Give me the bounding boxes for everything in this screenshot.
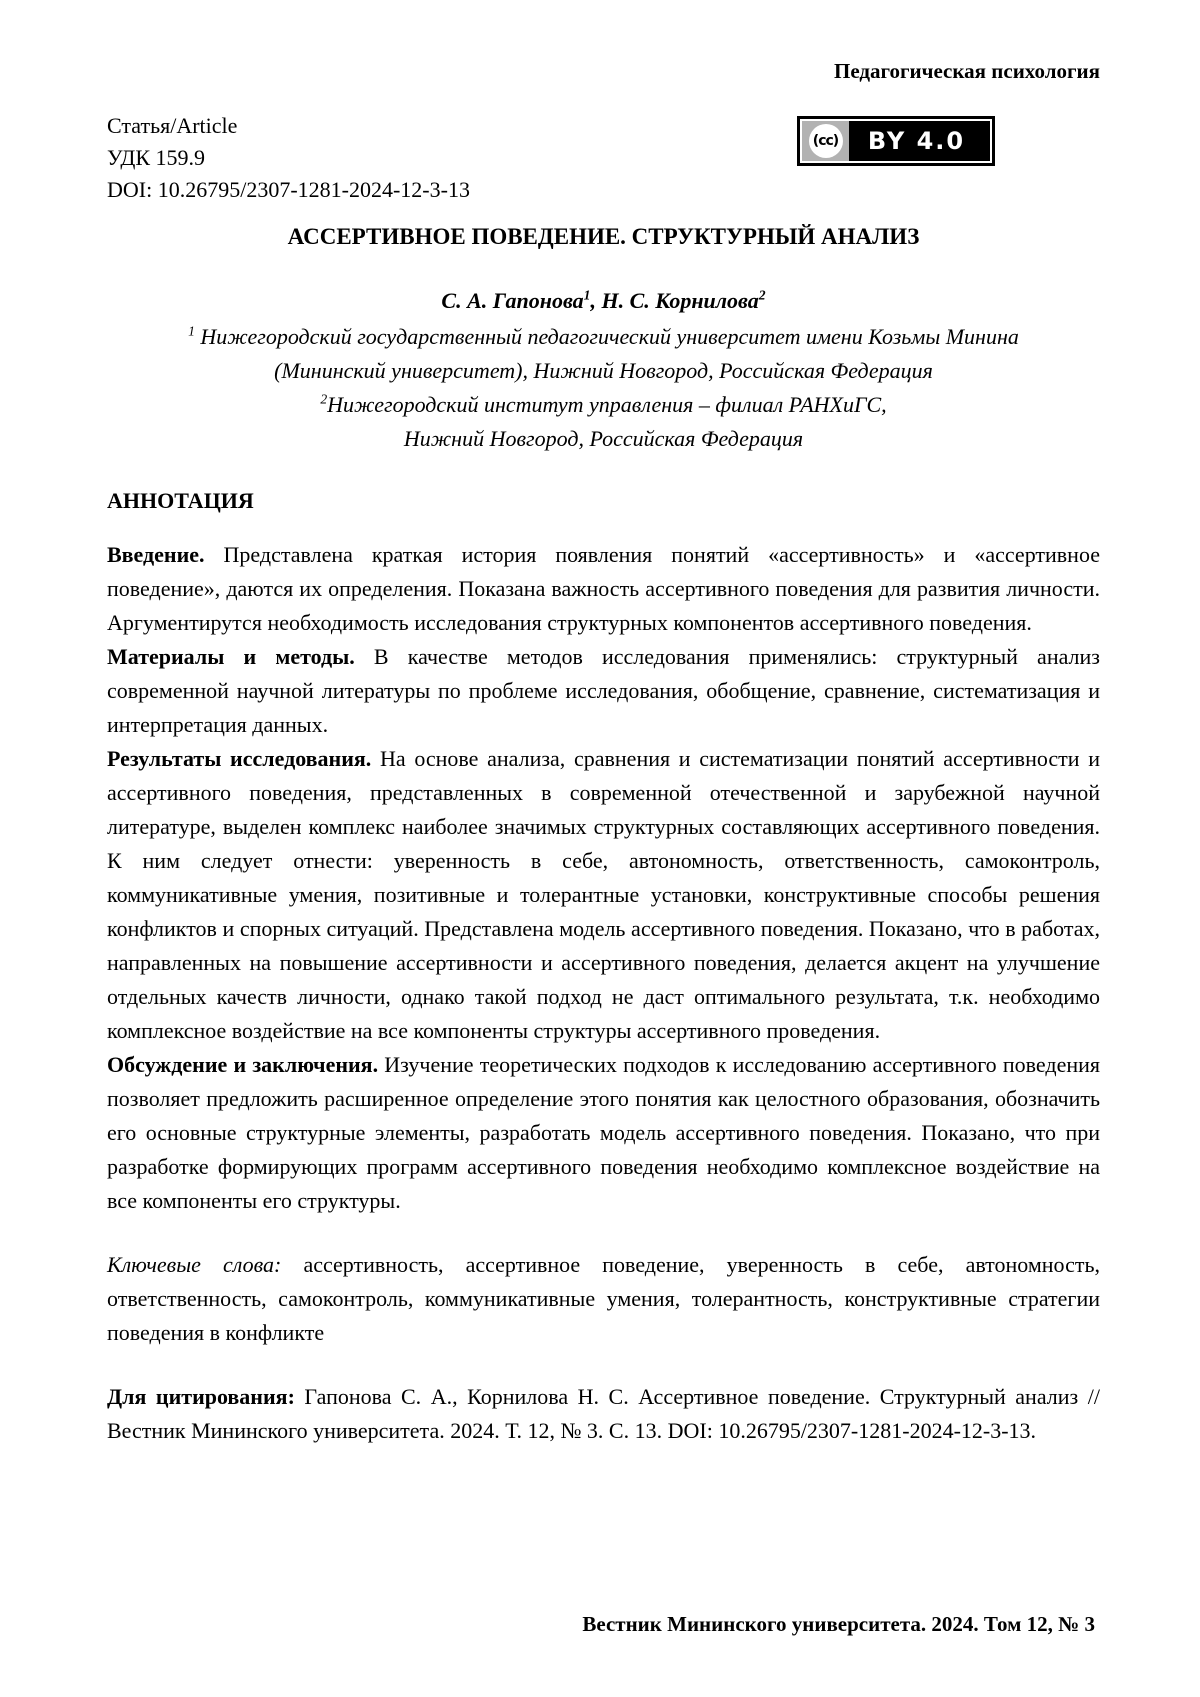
cc-icon: (cc) <box>809 124 843 158</box>
journal-footer: Вестник Мининского университета. 2024. Том 12, № 3 <box>582 1612 1095 1636</box>
paragraph-lead: Результаты исследования. <box>107 746 372 771</box>
affiliation-1-line-2: (Мининский университет), Нижний Новгород, Российская Федерация <box>274 358 933 383</box>
author-2-affiliation-superscript: 2 <box>758 287 766 303</box>
author-1-name: С. А. Гапонова <box>441 288 584 313</box>
affiliation-2-superscript: 2 <box>320 391 328 407</box>
keywords-text: ассертивность, ассертивное поведение, уверенность в себе, автономность, ответственность, самоконтроль, коммуникативные умения, толерантность, конструктивные стратегии поведения в конфликте <box>107 1252 1101 1345</box>
authors-separator: , <box>590 288 602 313</box>
article-type-label: Статья/Article <box>107 113 238 138</box>
cc-logo-background <box>802 121 849 161</box>
affiliation-2-text: Нижегородский институт управления – филиал РАНХиГС, <box>327 392 887 417</box>
abstract-paragraph-results <box>107 742 1100 1048</box>
cc-by-license-badge <box>797 116 995 166</box>
abstract-paragraph-materials-methods <box>107 640 1100 742</box>
keywords-lead: Ключевые слова: <box>107 1252 282 1277</box>
paragraph-lead: Обсуждение и заключения. <box>107 1052 379 1077</box>
citation-lead: Для цитирования: <box>107 1384 295 1409</box>
paragraph-lead: Материалы и методы. <box>107 644 355 669</box>
affiliations-block <box>107 320 1100 456</box>
paragraph-lead: Введение. <box>107 542 205 567</box>
citation-paragraph <box>107 1380 1100 1448</box>
doi-label: DOI: 10.26795/2307-1281-2024-12-3-13 <box>107 177 470 202</box>
abstract-paragraph-discussion-conclusions <box>107 1048 1100 1218</box>
paragraph-text: На основе анализа, сравнения и систематизации понятий ассертивности и ассертивного поведения, представленных в современной отечественной и зарубежной научной литературе, выделен комплекс наиболее значимых структурных составляющих ассертивного поведения. К ним следует отнести: уверенность в себе, автономность, ответственность, самоконтроль, коммуникативные умения, позитивные и толерантные установки, конструктивные способы решения конфликтов и спорных ситуаций. Представлена модель ассертивного поведения. Показано, что в работах, направленных на повышение ассертивности и ассертивного поведения, делается акцент на улучшение отдельных качеств личности, однако такой подход не даст оптимального результата, т.к. необходимо комплексное воздействие на все компоненты структуры ассертивного проведения. <box>107 746 1100 1043</box>
paragraph-text: Изучение теоретических подходов к исследованию ассертивного поведения позволяет предложить расширенное определение этого понятия как целостного образования, обозначить его основные структурные элементы, разработать модель ассертивного поведения. Показано, что при разработке формирующих программ ассертивного поведения необходимо комплексное воздействие на все компоненты его структуры. <box>107 1052 1100 1213</box>
abstract-paragraph-introduction <box>107 538 1100 640</box>
keywords-paragraph <box>107 1248 1100 1350</box>
citation-text: Гапонова С. А., Корнилова Н. С. Ассертивное поведение. Структурный анализ // Вестник Мининского университета. 2024. Т. 12, № 3. С. 13. DOI: 10.26795/2307-1281-2024-12-3-13. <box>107 1384 1100 1443</box>
article-title: АССЕРТИВНОЕ ПОВЕДЕНИЕ. СТРУКТУРНЫЙ АНАЛИЗ <box>287 224 920 249</box>
affiliation-1-superscript: 1 <box>188 323 195 339</box>
affiliation-2-line-2: Нижний Новгород, Российская Федерация <box>403 426 804 451</box>
article-meta-block <box>107 110 470 206</box>
authors-line <box>107 284 1100 318</box>
udk-label: УДК 159.9 <box>107 145 206 170</box>
journal-section-label: Педагогическая психология <box>833 59 1100 83</box>
author-2-name: Н. С. Корнилова <box>601 288 759 313</box>
abstract-heading: АННОТАЦИЯ <box>107 488 254 513</box>
article-meta-row <box>107 110 1100 206</box>
paragraph-text: Представлена краткая история появления понятий «ассертивность» и «ассертивное поведение», даются их определения. Показана важность ассертивного поведения для развития личности. Аргументирутся необходимость исследования структурных компонентов ассертивного поведения. <box>107 542 1100 635</box>
cc-badge-frame <box>800 119 992 163</box>
affiliation-2-line-1 <box>107 388 1100 422</box>
author-1-affiliation-superscript: 1 <box>583 287 591 303</box>
affiliation-1-text: Нижегородский государственный педагогический университет имени Козьмы Минина <box>200 324 1019 349</box>
affiliation-1-line-1 <box>107 320 1100 354</box>
paragraph-text: В качестве методов исследования применялись: структурный анализ современной научной литературы по проблеме исследования, обобщение, сравнение, систематизация и интерпретация данных. <box>107 644 1100 737</box>
cc-license-label: BY 4.0 <box>867 127 966 155</box>
